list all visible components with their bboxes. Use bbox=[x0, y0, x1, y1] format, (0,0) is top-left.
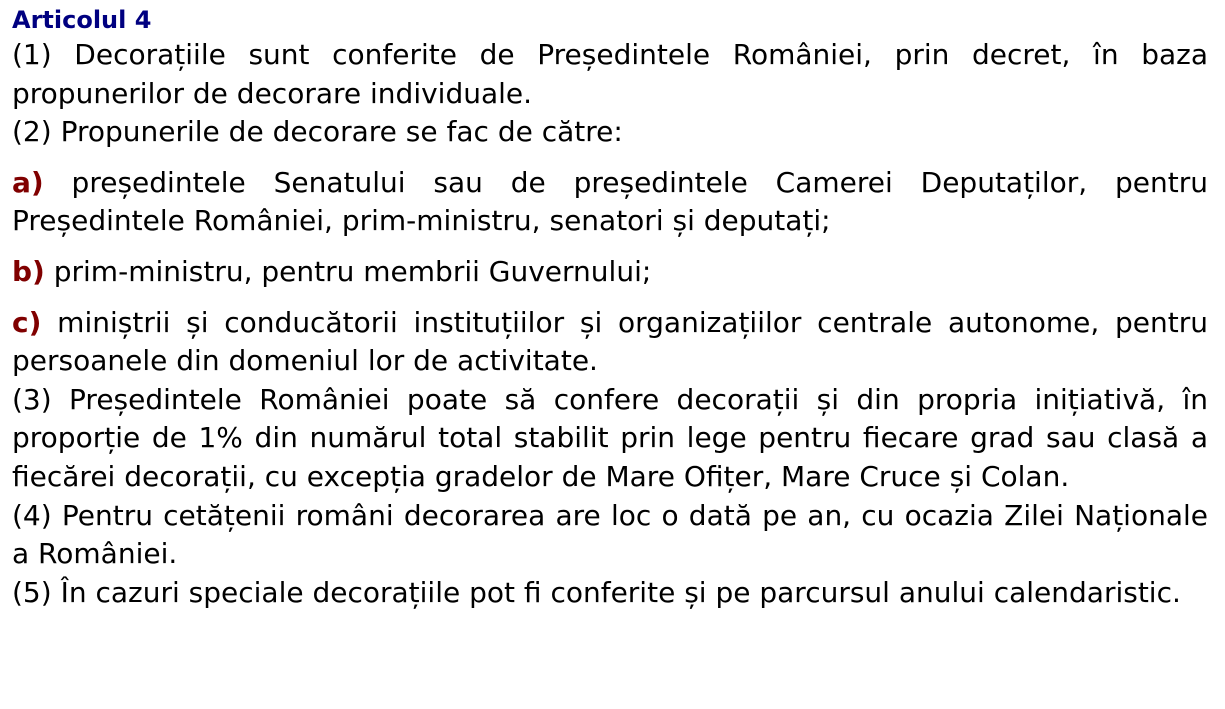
paragraph-1: (1) Decorațiile sunt conferite de Președintele României, prin decret, în baza propunerilor de decorare individuale. bbox=[12, 38, 1208, 110]
list-item-letter: a) bbox=[12, 165, 44, 199]
list-item-text: miniștrii și conducătorii instituțiilor și organizațiilor centrale autonome, pentru persoanele din domeniul lor de activitate. bbox=[12, 305, 1208, 378]
paragraph-5: (5) În cazuri speciale decorațiile pot fi conferite și pe parcursul anului calendaristic. bbox=[12, 575, 1181, 609]
list-item-c bbox=[12, 304, 1208, 381]
list-item-text: președintele Senatului sau de președintele Camerei Deputaților, pentru Președintele României, prim-ministru, senatori și deputați; bbox=[12, 165, 1208, 238]
list-item-a bbox=[12, 164, 1208, 241]
list-item-letter: b) bbox=[12, 254, 45, 288]
list-item-text: prim-ministru, pentru membrii Guvernului; bbox=[44, 254, 652, 288]
article-container bbox=[12, 4, 1208, 612]
paragraph-3: (3) Președintele României poate să confere decorații și din propria inițiativă, în proporție de 1% din numărul total stabilit prin lege pentru fiecare grad sau clasă a fiecărei decorații, cu excepția gradelor de Mare Ofițer, Mare Cruce și Colan. bbox=[12, 382, 1208, 493]
article-title: Articolul 4 bbox=[12, 6, 152, 34]
paragraph-4: (4) Pentru cetățenii români decorarea are loc o dată pe an, cu ocazia Zilei Naționale a României. bbox=[12, 498, 1208, 571]
list-item-b bbox=[12, 253, 1208, 292]
paragraph-2: (2) Propunerile de decorare se fac de către: bbox=[12, 115, 623, 149]
list-item-letter: c) bbox=[12, 305, 42, 339]
